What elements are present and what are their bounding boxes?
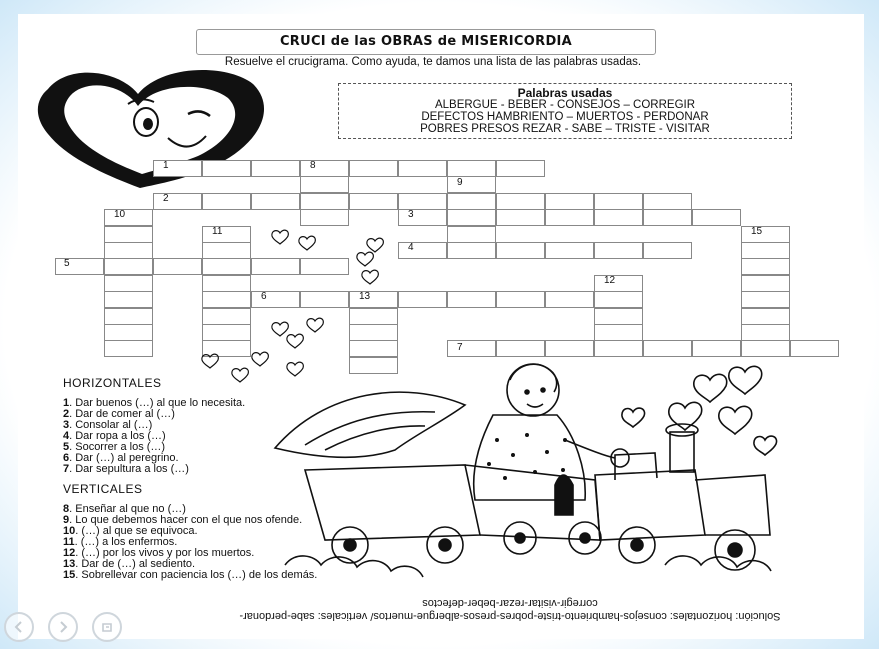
crossword-cell[interactable] — [545, 242, 594, 259]
grid-number: 12 — [604, 275, 616, 286]
crossword-cell[interactable] — [447, 291, 496, 308]
word-list-line: DEFECTOS HAMBRIENTO – MUERTOS - PERDONAR — [421, 111, 709, 123]
clue-item: 15. Sobrellevar con paciencia los (…) de los demás. — [63, 569, 318, 581]
crossword-cell[interactable] — [202, 160, 251, 177]
grid-number: 9 — [457, 177, 463, 188]
grid-number: 10 — [114, 209, 126, 220]
crossword-cell[interactable] — [202, 193, 251, 210]
return-icon — [100, 620, 114, 634]
crossword-cell[interactable] — [496, 291, 545, 308]
crossword-cell[interactable] — [692, 209, 741, 226]
crossword-cell[interactable] — [398, 209, 447, 226]
crossword-cell[interactable] — [643, 340, 692, 357]
crossword-cell[interactable] — [104, 258, 153, 275]
clue-item: 2. Dar de comer al (…) — [63, 408, 175, 420]
crossword-cell[interactable] — [104, 226, 153, 243]
crossword-cell[interactable] — [251, 193, 300, 210]
crossword-cell[interactable] — [447, 242, 496, 259]
crossword-cell[interactable] — [741, 291, 790, 308]
crossword-cell[interactable] — [104, 340, 153, 357]
crossword-cell[interactable] — [545, 209, 594, 226]
upside-down-solution: Solución: horizontales: consejos-hambriento-triste-pobres-presos-albergue-muertos/ verticales: sabe-perdonar-corregir-visitar-rezar-beber-defectos — [239, 597, 781, 622]
crossword-cell[interactable] — [300, 176, 349, 193]
clue-item: 13. Dar de (…) al sediento. — [63, 558, 196, 570]
crossword-cell[interactable] — [300, 193, 349, 210]
worksheet-title: CRUCI de las OBRAS de MISERICORDIA — [196, 29, 656, 55]
angel-train-illustration — [265, 360, 805, 590]
crossword-cell[interactable] — [741, 308, 790, 325]
crossword-cell[interactable] — [594, 324, 643, 341]
crossword-cell[interactable] — [300, 209, 349, 226]
clue-item: 6. Dar (…) al peregrino. — [63, 452, 179, 464]
crossword-cell[interactable] — [398, 160, 447, 177]
crossword-cell[interactable] — [496, 209, 545, 226]
word-list-title: Palabras usadas — [517, 86, 613, 100]
grid-number: 4 — [408, 242, 414, 253]
crossword-cell[interactable] — [447, 193, 496, 210]
crossword-cell[interactable] — [496, 242, 545, 259]
crossword-cell[interactable] — [594, 275, 643, 292]
crossword-cell[interactable] — [594, 193, 643, 210]
grid-number: 13 — [359, 291, 371, 302]
clue-item: 5. Socorrer a los (…) — [63, 441, 166, 453]
horizontales-heading: HORIZONTALES — [63, 376, 162, 390]
crossword-cell[interactable] — [398, 193, 447, 210]
crossword-cell[interactable] — [594, 340, 643, 357]
crossword-cell[interactable] — [545, 340, 594, 357]
crossword-cell[interactable] — [496, 193, 545, 210]
clue-item: 9. Lo que debemos hacer con el que nos ofende. — [63, 514, 303, 526]
crossword-cell[interactable] — [104, 275, 153, 292]
clue-item: 7. Dar sepultura a los (…) — [63, 463, 189, 475]
grid-number: 6 — [261, 291, 267, 302]
instructions: Resuelve el crucigrama. Como ayuda, te damos una lista de las palabras usadas. — [224, 56, 642, 68]
crossword-cell[interactable] — [104, 324, 153, 341]
previous-icon — [12, 620, 26, 634]
crossword-cell[interactable] — [349, 160, 398, 177]
crossword-cell[interactable] — [741, 275, 790, 292]
grid-number: 5 — [64, 258, 70, 269]
word-list-box — [338, 83, 792, 139]
clue-item: 4. Dar ropa a los (…) — [63, 430, 166, 442]
crossword-cell[interactable] — [104, 209, 153, 226]
clue-item: 3. Consolar al (…) — [63, 419, 153, 431]
crossword-cell[interactable] — [741, 242, 790, 259]
clue-item: 8. Enseñar al que no (…) — [63, 503, 186, 515]
crossword-cell[interactable] — [153, 160, 202, 177]
crossword-cell[interactable] — [643, 193, 692, 210]
grid-number: 8 — [310, 160, 316, 171]
crossword-cell[interactable] — [741, 226, 790, 243]
crossword-cell[interactable] — [104, 291, 153, 308]
grid-number: 3 — [408, 209, 414, 220]
grid-number: 15 — [751, 226, 763, 237]
crossword-cell[interactable] — [643, 242, 692, 259]
verticales-heading: VERTICALES — [63, 482, 143, 496]
crossword-cell[interactable] — [153, 193, 202, 210]
crossword-cell[interactable] — [594, 308, 643, 325]
previous-button[interactable] — [4, 612, 34, 642]
crossword-cell[interactable] — [545, 291, 594, 308]
clue-item: 12. (…) por los vivos y por los muertos. — [63, 547, 255, 559]
crossword-cell[interactable] — [104, 308, 153, 325]
crossword-cell[interactable] — [496, 340, 545, 357]
crossword-cell[interactable] — [55, 258, 104, 275]
crossword-cell[interactable] — [447, 340, 496, 357]
next-icon — [56, 620, 70, 634]
clue-item: 10. (…) al que se equivoca. — [63, 525, 198, 537]
grid-number: 11 — [212, 226, 223, 237]
word-list-line: ALBERGUE - BEBER - CONSEJOS – CORREGIR — [434, 99, 696, 111]
crossword-cell[interactable] — [447, 209, 496, 226]
crossword-cell[interactable] — [594, 209, 643, 226]
crossword-cell[interactable] — [741, 324, 790, 341]
crossword-cell[interactable] — [790, 340, 839, 357]
crossword-cell[interactable] — [447, 160, 496, 177]
crossword-cell[interactable] — [251, 160, 300, 177]
crossword-cell[interactable] — [741, 258, 790, 275]
next-button[interactable] — [48, 612, 78, 642]
crossword-cell[interactable] — [349, 193, 398, 210]
crossword-cell[interactable] — [594, 242, 643, 259]
crossword-cell[interactable] — [692, 340, 741, 357]
return-button[interactable] — [92, 612, 122, 642]
crossword-cell[interactable] — [447, 176, 496, 193]
crossword-cell[interactable] — [545, 193, 594, 210]
clue-item: 11. (…) a los enfermos. — [63, 536, 178, 548]
word-list-line: POBRES PRESOS REZAR - SABE – TRISTE - VISITAR — [420, 123, 710, 135]
grid-number: 1 — [163, 160, 169, 171]
crossword-cell[interactable] — [496, 160, 545, 177]
crossword-cell[interactable] — [300, 160, 349, 177]
crossword-cell[interactable] — [104, 242, 153, 259]
grid-number: 2 — [163, 193, 169, 204]
clue-item: 1. Dar buenos (…) al que lo necesita. — [63, 397, 246, 409]
grid-number: 7 — [457, 342, 463, 353]
crossword-cell[interactable] — [594, 291, 643, 308]
crossword-cell[interactable] — [447, 226, 496, 243]
crossword-cell[interactable] — [741, 340, 790, 357]
crossword-cell[interactable] — [643, 209, 692, 226]
